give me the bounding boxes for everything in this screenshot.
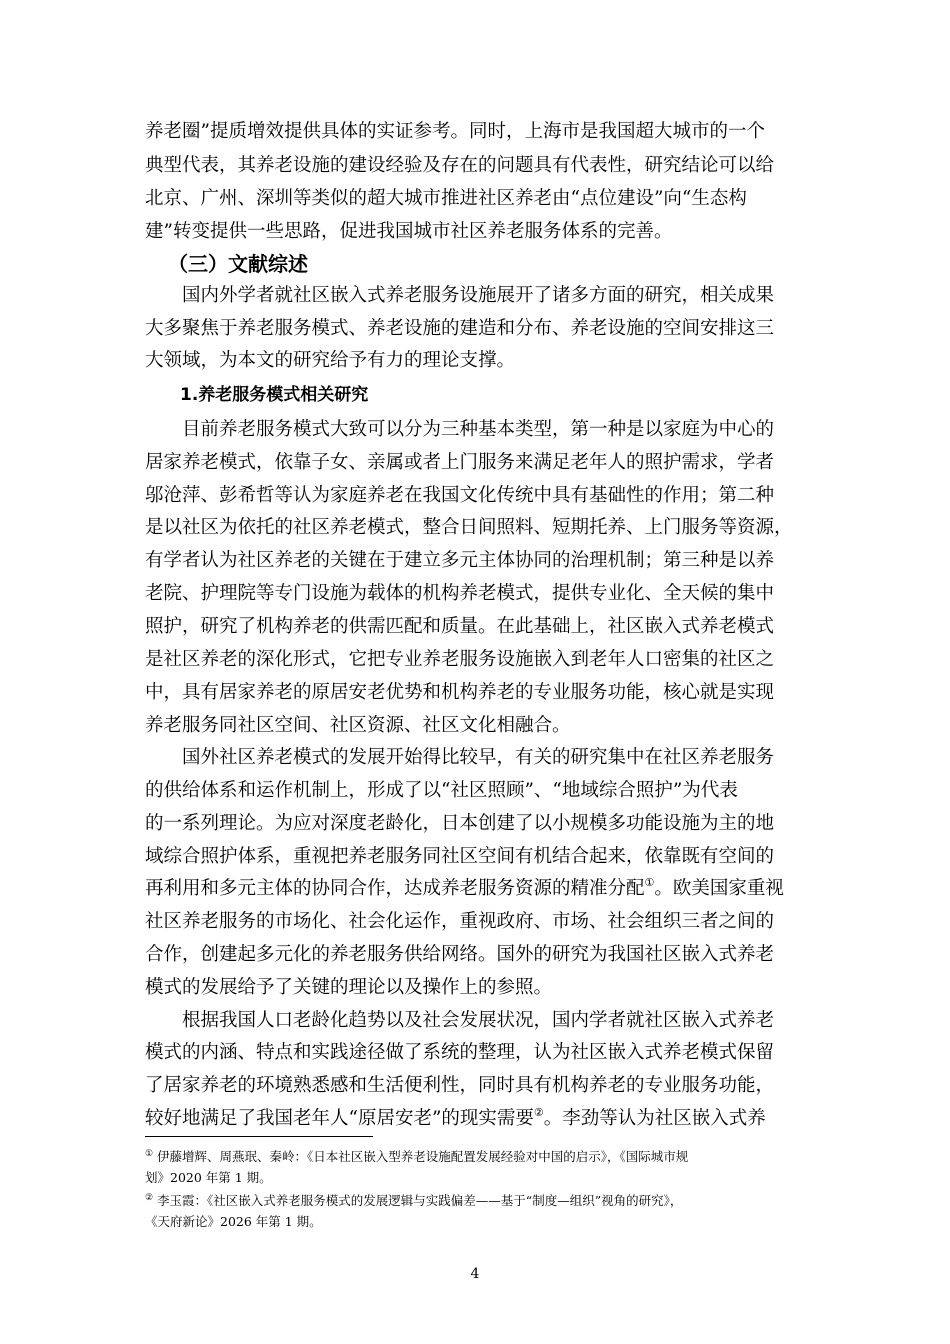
footnote-2-cont: 《天府新论》2026 年第 1 期。 <box>145 1214 322 1229</box>
body-line: 了居家养老的环境熟悉感和生活便利性，同时具有机构养老的专业服务功能， <box>145 1075 775 1096</box>
body-line: 模式的内涵、特点和实践途径做了系统的整理，认为社区嵌入式养老模式保留 <box>145 1042 775 1063</box>
body-line: 大多聚焦于养老服务模式、养老设施的建造和分布、养老设施的空间安排这三 <box>145 318 775 339</box>
body-line: 中，具有居家养老的原居安老优势和机构养老的专业服务功能，核心就是实现 <box>145 682 775 703</box>
footnote-separator <box>145 1136 373 1137</box>
body-text: 。欧美国家重视 <box>654 878 784 899</box>
body-line: 居家养老模式，依靠子女、亲属或者上门服务来满足老年人的照护需求，学者 <box>145 452 775 473</box>
body-line: 北京、广州、深圳等类似的超大城市推进社区养老由“点位建设”向“生态构 <box>145 188 747 209</box>
body-line: 老院、护理院等专门设施为载体的机构养老模式，提供专业化、全天候的集中 <box>145 583 775 604</box>
body-line: 照护，研究了机构养老的供需匹配和质量。在此基础上，社区嵌入式养老模式 <box>145 616 775 637</box>
body-line: 大领域，为本文的研究给予有力的理论支撑。 <box>145 350 516 371</box>
body-line <box>145 873 805 905</box>
body-line: 国内外学者就社区嵌入式养老服务设施展开了诸多方面的研究，相关成果 <box>145 285 775 306</box>
body-line: 有学者认为社区养老的关键在于建立多元主体协同的治理机制；第三种是以养 <box>145 550 775 571</box>
body-line: 邬沧萍、彭希哲等认为家庭养老在我国文化传统中具有基础性的作用；第二种 <box>145 485 775 506</box>
footnote-1 <box>145 1146 805 1167</box>
footnote-mark: ② <box>145 1193 154 1203</box>
body-line: 的一系列理论。为应对深度老龄化，日本创建了以小规模多功能设施为主的地 <box>145 813 775 834</box>
body-line: 是社区养老的深化形式，它把专业养老服务设施嵌入到老年人口密集的社区之 <box>145 649 775 670</box>
body-text: 。李劲等认为社区嵌入式养 <box>543 1108 766 1129</box>
body-line: 养老圈”提质增效提供具体的实证参考。同时，上海市是我国超大城市的一个 <box>145 121 765 142</box>
body-line: 域综合照护体系，重视把养老服务同社区空间有机结合起来，依靠既有空间的 <box>145 846 775 867</box>
body-line: 国外社区养老模式的发展开始得比较早，有关的研究集中在社区养老服务 <box>145 747 775 768</box>
body-text: 较好地满足了我国老年人“原居安老”的现实需要 <box>145 1108 534 1129</box>
footnote-ref-2[interactable]: ② <box>533 1106 544 1119</box>
footnote-text: 李玉霞：《社区嵌入式养老服务模式的发展逻辑与实践偏差——基于“制度—组织”视角的研究》， <box>153 1193 683 1208</box>
page-number: 4 <box>470 1266 480 1282</box>
body-line: 社区养老服务的市场化、社会化运作，重视政府、市场、社会组织三者之间的 <box>145 911 775 932</box>
body-line: 目前养老服务模式大致可以分为三种基本类型，第一种是以家庭为中心的 <box>145 419 775 440</box>
body-line: 合作，创建起多元化的养老服务供给网络。国外的研究为我国社区嵌入式养老 <box>145 944 775 965</box>
footnote-2 <box>145 1190 805 1211</box>
footnote-1-cont: 划》2020 年第 1 期。 <box>145 1170 272 1185</box>
footnote-ref-1[interactable]: ① <box>644 876 655 889</box>
body-line <box>145 1103 805 1135</box>
body-line: 是以社区为依托的社区养老模式，整合日间照料、短期托养、上门服务等资源， <box>145 517 793 538</box>
footnote-text: 伊藤增辉、周燕珉、秦岭：《日本社区嵌入型养老设施配置发展经验对中国的启示》，《国际城市规 <box>153 1149 689 1164</box>
body-line: 的供给体系和运作机制上，形成了以“社区照顾”、“地域综合照护”为代表 <box>145 780 738 801</box>
body-line: 根据我国人口老龄化趋势以及社会发展状况，国内学者就社区嵌入式养老 <box>145 1010 775 1031</box>
subsection-heading: 1.养老服务模式相关研究 <box>180 385 369 405</box>
section-heading: （三）文献综述 <box>168 252 308 276</box>
body-text: 再利用和多元主体的协同合作，达成养老服务资源的精准分配 <box>145 878 645 899</box>
body-line: 模式的发展给予了关键的理论以及操作上的参照。 <box>145 977 553 998</box>
body-line: 典型代表，其养老设施的建设经验及存在的问题具有代表性，研究结论可以给 <box>145 155 775 176</box>
footnote-mark: ① <box>145 1149 154 1159</box>
body-line: 建”转变提供一些思路，促进我国城市社区养老服务体系的完善。 <box>145 221 673 242</box>
body-line: 养老服务同社区空间、社区资源、社区文化相融合。 <box>145 715 571 736</box>
